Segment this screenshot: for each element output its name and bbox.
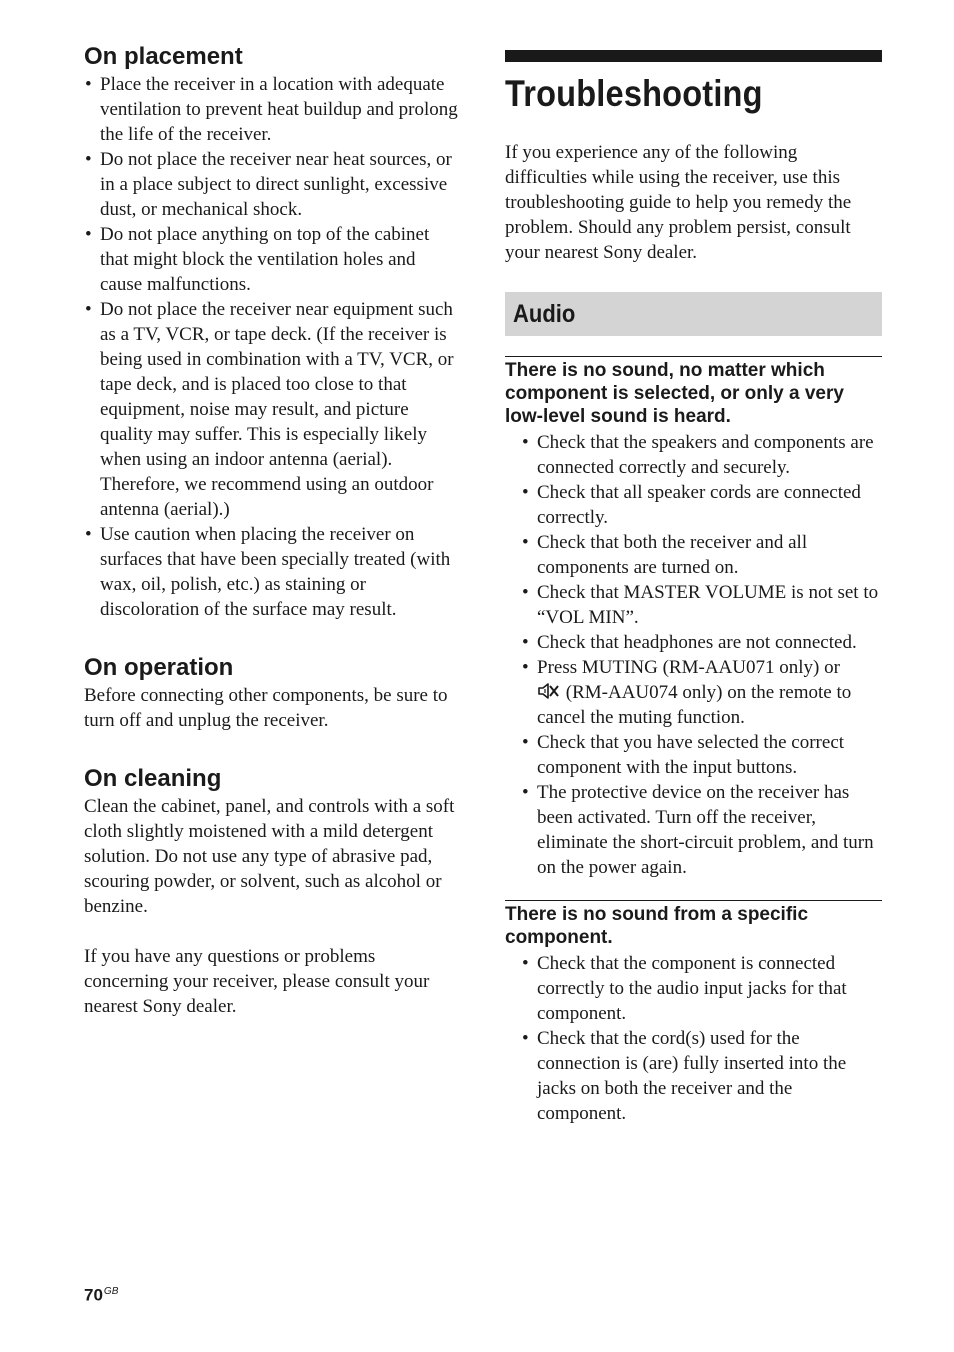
placement-list — [84, 72, 462, 622]
list-item-muting — [521, 655, 882, 730]
page-number-suffix: GB — [103, 1286, 119, 1297]
list-item: • Check that the component is connected correctly to the audio input jacks for that component. — [521, 951, 882, 1026]
speaker-muted-icon — [537, 682, 561, 700]
page-number-value: 70 — [84, 1285, 103, 1305]
list-item: • Check that you have selected the correct component with the input buttons. — [521, 730, 882, 780]
list-item: • Check that headphones are not connected. — [521, 630, 882, 655]
cleaning-section — [84, 764, 462, 1019]
list-item: • Check that the cord(s) used for the connection is (are) fully inserted into the jacks on both the receiver and the component. — [521, 1026, 882, 1126]
list-item: • Use caution when placing the receiver on surfaces that have been specially treated (with wax, oil, polish, etc.) as staining or discoloration of the surface may result. — [84, 522, 462, 622]
operation-heading: On operation — [84, 654, 234, 681]
placement-heading: On placement — [84, 43, 243, 70]
solution-list — [521, 430, 882, 880]
section-header-audio — [505, 292, 882, 336]
list-item: • Place the receiver in a location with adequate ventilation to prevent heat buildup and prolong the life of the receiver. — [84, 72, 462, 147]
problem-specific-component — [505, 900, 882, 1126]
problem-no-sound — [505, 356, 882, 880]
placement-section — [84, 42, 462, 622]
solution-list — [521, 951, 882, 1126]
list-item: • Check that all speaker cords are connected correctly. — [521, 480, 882, 530]
cleaning-heading: On cleaning — [84, 765, 222, 792]
right-column — [505, 50, 882, 1126]
muting-text-before: Press MUTING (RM-AAU071 only) or — [537, 657, 840, 678]
list-item: • The protective device on the receiver has been activated. Turn off the receiver, eliminate the short-circuit problem, and turn on the power again. — [521, 780, 882, 880]
list-item: • Check that MASTER VOLUME is not set to “VOL MIN”. — [521, 580, 882, 630]
list-item: • Check that the speakers and components are connected correctly and securely. — [521, 430, 882, 480]
dealer-note: If you have any questions or problems concerning your receiver, please consult your nearest Sony dealer. — [84, 946, 430, 1017]
cleaning-text: Clean the cabinet, panel, and controls with a soft cloth slightly moistened with a mild detergent solution. Do not use any type of abrasive pad, scouring powder, or solvent, such as alcohol or benzine. — [84, 796, 455, 917]
list-item: • Check that both the receiver and all components are turned on. — [521, 530, 882, 580]
title-rule — [505, 50, 882, 62]
list-item: • Do not place the receiver near heat sources, or in a place subject to direct sunlight, excessive dust, or mechanical shock. — [84, 147, 462, 222]
page-title: Troubleshooting — [505, 73, 763, 114]
problem-heading: There is no sound, no matter which component is selected, or only a very low-level sound is heard. — [505, 360, 844, 427]
problem-heading: There is no sound from a specific component. — [505, 904, 809, 948]
page-number — [84, 1281, 118, 1307]
operation-section — [84, 653, 462, 733]
intro-text: If you experience any of the following difficulties while using the receiver, use this troubleshooting guide to help you remedy the problem. Should any problem persist, consult your nearest Sony dealer. — [505, 142, 852, 263]
left-column — [84, 42, 462, 1019]
list-item: • Do not place the receiver near equipment such as a TV, VCR, or tape deck. (If the receiver is being used in combination with a TV, VCR, or tape deck, and is placed too close to that equipment, noise may result, and picture quality may suffer. This is especially likely when using an indoor antenna (aerial). Therefore, we recommend using an outdoor antenna (aerial).) — [84, 297, 462, 522]
muting-text-after: (RM-AAU074 only) on the remote to cancel the muting function. — [537, 682, 852, 728]
section-title: Audio — [513, 300, 576, 328]
list-item: • Do not place anything on top of the cabinet that might block the ventilation holes and cause malfunctions. — [84, 222, 462, 297]
operation-text: Before connecting other components, be sure to turn off and unplug the receiver. — [84, 685, 448, 731]
